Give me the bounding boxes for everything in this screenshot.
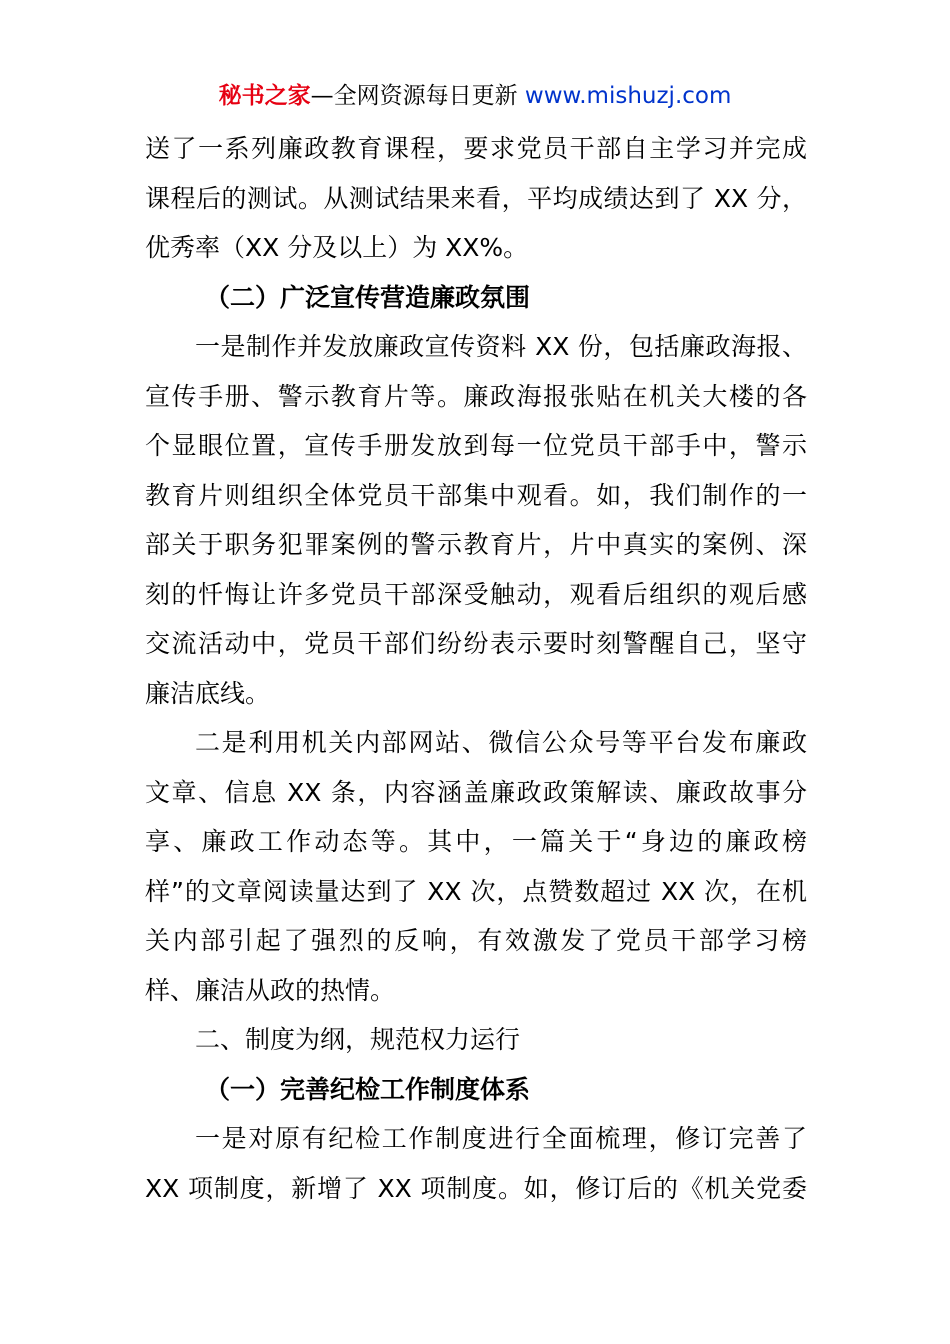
chapter-heading: 二、制度为纲，规范权力运行 [195, 1025, 521, 1054]
text-line: 个显眼位置，宣传手册发放到每一位党员干部手中，警示 [145, 431, 807, 460]
text-line: 部关于职务犯罪案例的警示教育片，片中真实的案例、深 [145, 530, 807, 559]
text-line: 交流活动中，党员干部们纷纷表示要时刻警醒自己，坚守 [145, 629, 807, 658]
text-line: XX 项制度，新增了 XX 项制度。如，修订后的《机关党委 [145, 1173, 807, 1203]
text-line: 样、廉洁从政的热情。 [145, 975, 396, 1005]
brand-name: 秘书之家 [218, 83, 311, 109]
document-body [145, 124, 807, 1213]
text-line: 廉洁底线。 [145, 678, 271, 708]
text-line: 送了一系列廉政教育课程，要求党员干部自主学习并完成 [145, 134, 807, 163]
paragraph-first-line: 一是对原有纪检工作制度进行全面梳理，修订完善了 [195, 1124, 807, 1153]
text-line: 宣传手册、警示教育片等。廉政海报张贴在机关大楼的各 [145, 381, 807, 411]
text-line: 刻的忏悔让许多党员干部深受触动，观看后组织的观后感 [145, 579, 807, 609]
header-tagline: —全网资源每日更新 [310, 83, 518, 109]
text-line: 课程后的测试。从测试结果来看，平均成绩达到了 XX 分， [145, 183, 807, 213]
section-heading: （二）广泛宣传营造廉政氛围 [205, 282, 531, 312]
page-header [0, 80, 950, 112]
section-heading: （一）完善纪检工作制度体系 [205, 1074, 531, 1104]
text-line: 关内部引起了强烈的反响，有效激发了党员干部学习榜 [145, 926, 807, 955]
text-line: 优秀率（XX 分及以上）为 XX%。 [145, 233, 529, 262]
text-line: 文章、信息 XX 条，内容涵盖廉政政策解读、廉政故事分 [145, 777, 807, 807]
site-url: www.mishuzj.com [524, 83, 732, 109]
paragraph-first-line: 二是利用机关内部网站、微信公众号等平台发布廉政 [195, 728, 807, 757]
text-line: 享、廉政工作动态等。其中，一篇关于“身边的廉政榜 [145, 827, 807, 856]
text-line: 教育片则组织全体党员干部集中观看。如，我们制作的一 [145, 480, 807, 510]
text-line: 样”的文章阅读量达到了 XX 次，点赞数超过 XX 次，在机 [145, 876, 807, 906]
paragraph-first-line: 一是制作并发放廉政宣传资料 XX 份，包括廉政海报、 [195, 332, 807, 361]
